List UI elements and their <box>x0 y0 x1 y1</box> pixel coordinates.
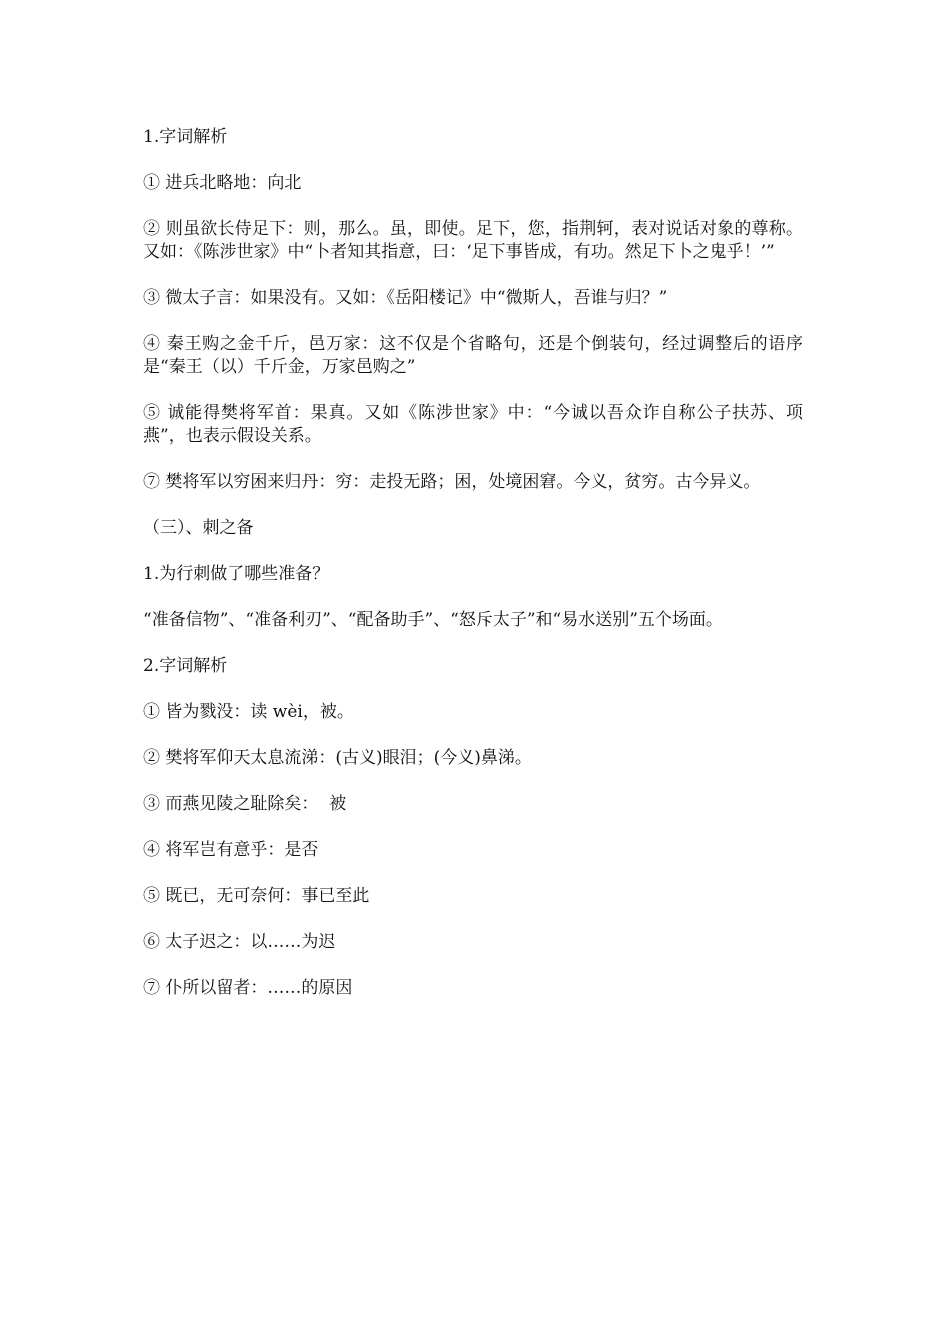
section-heading-word-analysis: 1.字词解析 <box>143 127 228 147</box>
note-item: ⑤ 诚能得樊将军首：果真。又如《陈涉世家》中：“今诚以吾众诈自称公子扶苏、项燕”，也表示假设关系。 <box>143 403 803 446</box>
note-item: ⑦ 樊将军以穷困来归丹：穷：走投无路；困，处境困窘。今义，贫穷。古今异义。 <box>143 472 761 492</box>
note-item: ③ 微太子言：如果没有。又如：《岳阳楼记》中“微斯人，吾谁与归？” <box>143 288 668 308</box>
note-item: ⑥ 太子迟之：以……为迟 <box>143 932 336 952</box>
section-heading-preparation: （三）、刺之备 <box>143 518 254 538</box>
note-item: ⑤ 既已，无可奈何：事已至此 <box>143 886 370 906</box>
note-item: ④ 秦王购之金千斤，邑万家：这不仅是个省略句，还是个倒装句，经过调整后的语序是“秦王（以）千斤金，万家邑购之” <box>143 334 803 377</box>
document-body <box>143 126 803 1023</box>
note-item: ③ 而燕见陵之耻除矣： 被 <box>143 794 347 814</box>
note-item: ④ 将军岂有意乎：是否 <box>143 840 319 860</box>
note-item: ⑦ 仆所以留者：……的原因 <box>143 978 353 998</box>
note-item: ② 樊将军仰天太息流涕：(古义)眼泪；(今义)鼻涕。 <box>143 748 532 768</box>
note-item: ① 进兵北略地：向北 <box>143 173 302 193</box>
note-item: ② 则虽欲长侍足下：则，那么。虽，即使。足下，您，指荆轲，表对说话对象的尊称。又如：《陈涉世家》中“卜者知其指意，曰：‘足下事皆成，有功。然足下卜之鬼乎！’” <box>143 219 803 262</box>
answer-paragraph: “准备信物”、“准备利刃”、“配备助手”、“怒斥太子”和“易水送别”五个场面。 <box>143 610 723 630</box>
section-heading-word-analysis-2: 2.字词解析 <box>143 656 228 676</box>
note-item: ① 皆为戮没：读 wèi，被。 <box>143 702 354 722</box>
question-heading: 1.为行刺做了哪些准备？ <box>143 564 330 584</box>
